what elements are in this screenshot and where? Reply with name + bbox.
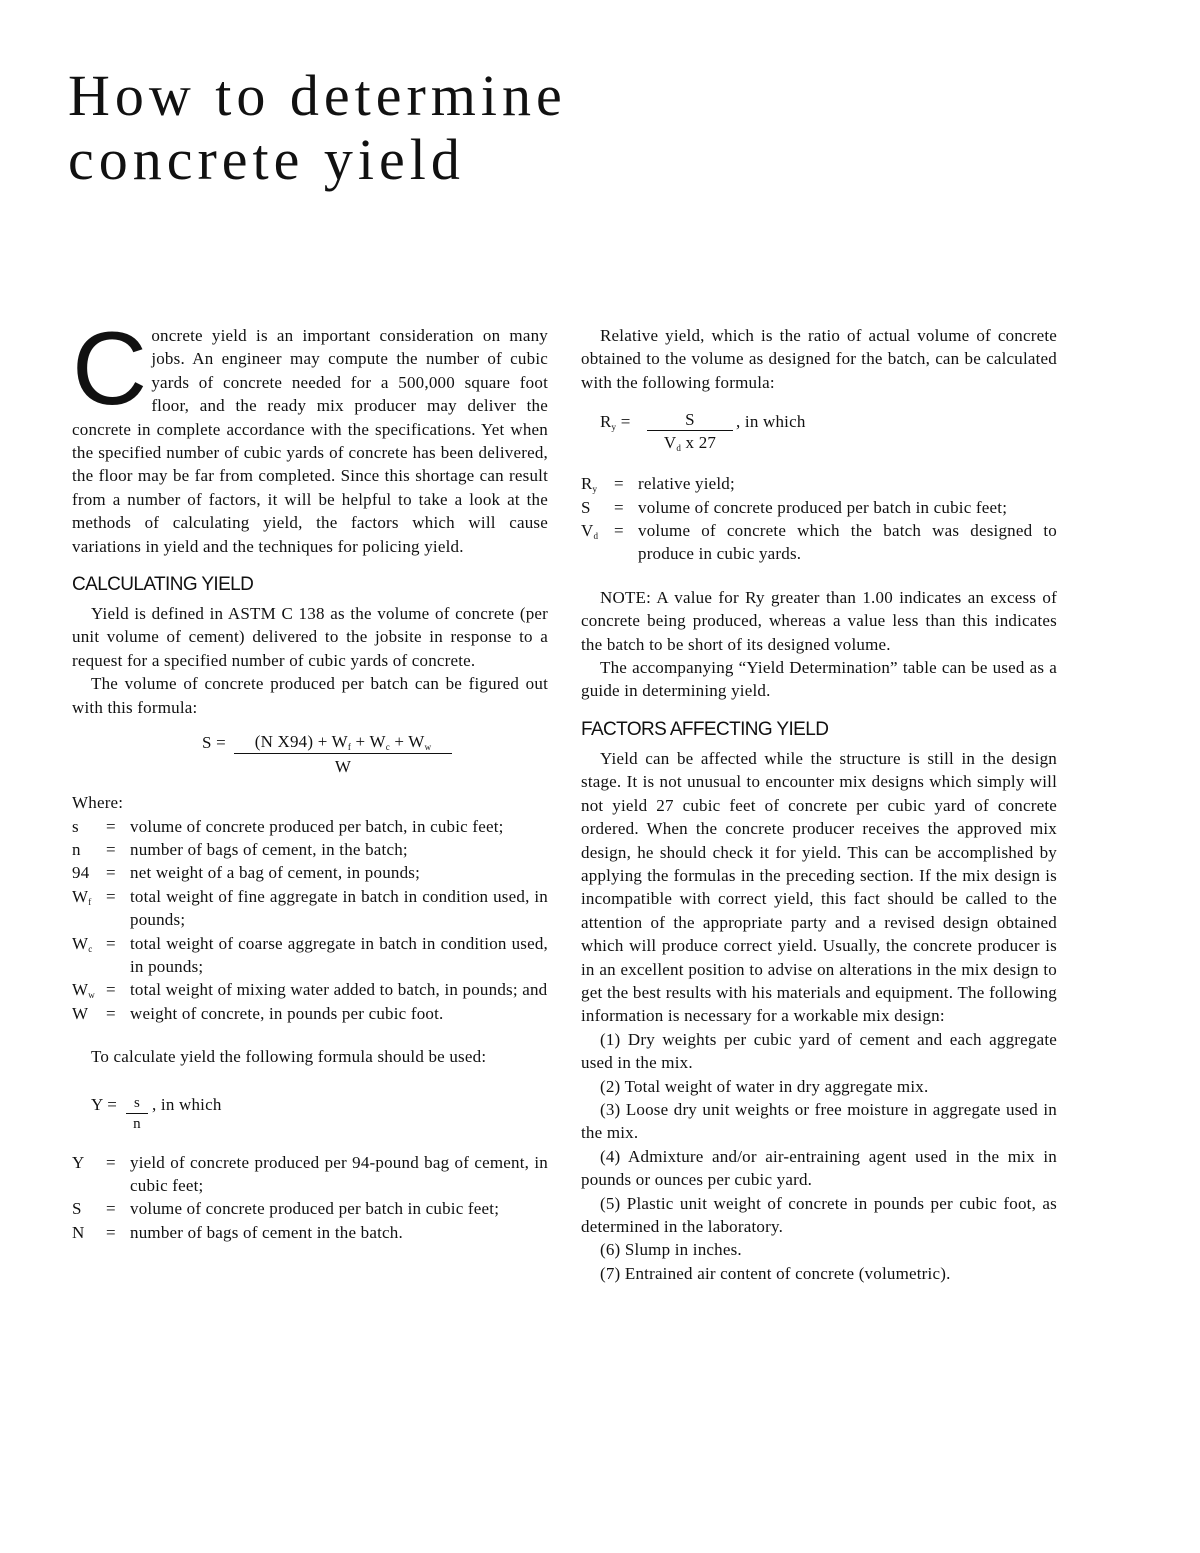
definition-row bbox=[581, 472, 1057, 495]
calc-paragraph-2: The volume of concrete produced per batch can be figured out with this formula: bbox=[72, 674, 548, 717]
relative-formula-lhs-eq: = bbox=[616, 412, 631, 432]
def-equals: = bbox=[106, 863, 116, 883]
def-text: weight of concrete, in pounds per cubic foot. bbox=[130, 1003, 444, 1023]
relative-note: NOTE: A value for Ry greater than 1.00 indicates an excess of concrete being produced, whereas a value less than this indicates the batch to be short of its designed volume. bbox=[581, 587, 1057, 654]
def-text: volume of concrete produced per batch in cubic feet; bbox=[130, 1199, 500, 1219]
def-equals: = bbox=[106, 980, 116, 1000]
factors-item-3: (3) Loose dry unit weights or free moisture in aggregate used in the mix. bbox=[581, 1099, 1057, 1143]
def-equals: = bbox=[106, 886, 116, 906]
def-symbol-sub: f bbox=[88, 896, 92, 907]
left-column bbox=[72, 311, 548, 1244]
def-symbol-text: R bbox=[581, 474, 593, 494]
relative-formula-lhs-text: R bbox=[600, 412, 612, 432]
def-symbol-sub: d bbox=[593, 531, 599, 542]
def-text: number of bags of cement, in the batch; bbox=[130, 839, 408, 859]
def-text: total weight of coarse aggregate in batch in condition used, in pounds; bbox=[130, 933, 548, 976]
spacer bbox=[581, 566, 1057, 586]
def-equals: = bbox=[614, 474, 624, 494]
relative-yield-formula bbox=[581, 406, 1057, 472]
def-symbol-text: W bbox=[72, 1003, 89, 1023]
volume-formula-sub-c: c bbox=[385, 742, 390, 753]
def-symbol bbox=[72, 1002, 106, 1025]
def-symbol bbox=[72, 885, 106, 932]
def-symbol bbox=[72, 1221, 106, 1244]
volume-formula-lhs: S = bbox=[202, 733, 226, 753]
relative-formula-lhs-sub: y bbox=[611, 422, 617, 433]
def-symbol bbox=[72, 978, 106, 1001]
def-symbol bbox=[581, 519, 614, 566]
definition-row bbox=[72, 978, 548, 1001]
def-symbol-text: Y bbox=[72, 1152, 85, 1172]
calc-paragraph-3: To calculate yield the following formula should be used: bbox=[91, 1047, 487, 1067]
def-symbol-sub: c bbox=[88, 943, 93, 954]
def-equals: = bbox=[106, 839, 116, 859]
relative-formula-den-a: V bbox=[663, 433, 677, 453]
title-line-1: How to determine bbox=[68, 63, 567, 128]
def-text: volume of concrete which the batch was designed to produce in cubic yards. bbox=[638, 521, 1057, 564]
def-symbol-sub: w bbox=[88, 990, 95, 1001]
definition-row bbox=[72, 885, 548, 932]
intro-text: oncrete yield is an important consideration on many jobs. An engineer may compute the number of cubic yards of concrete needed for a 500,000 square foot floor, and the ready mix producer may deliver the concrete in complete accordance with the specifications. Yet when the specified number of cubic yards of concrete has been delivered, the floor may be far from completed. Since this shortage can result from a number of factors, it will be helpful to take a look at the methods of calculating yield, the factors which will cause variations in yield and the techniques for policing yield. bbox=[72, 326, 548, 556]
definition-row bbox=[581, 496, 1057, 519]
def-equals: = bbox=[106, 1152, 116, 1172]
relative-definitions bbox=[581, 472, 1057, 566]
def-equals: = bbox=[614, 497, 624, 517]
definition-row bbox=[72, 1221, 548, 1244]
definition-row bbox=[581, 519, 1057, 566]
def-symbol bbox=[72, 838, 106, 861]
relative-formula-lhs bbox=[600, 410, 631, 433]
factors-item-4: (4) Admixture and/or air-entraining agent used in the mix in pounds or ounces per cubic yard. bbox=[581, 1146, 1057, 1190]
def-symbol-text: S bbox=[581, 497, 591, 517]
def-symbol bbox=[72, 861, 106, 884]
def-text: relative yield; bbox=[638, 474, 735, 494]
relative-formula-den-sub: d bbox=[676, 443, 682, 454]
volume-formula-sub-w: w bbox=[424, 742, 432, 753]
def-symbol-text: 94 bbox=[72, 863, 90, 883]
intro-paragraph bbox=[72, 311, 548, 558]
yield-formula bbox=[72, 1089, 548, 1151]
def-symbol-text: S bbox=[72, 1199, 82, 1219]
relative-formula-denominator bbox=[647, 433, 733, 453]
relative-paragraph-1: Relative yield, which is the ratio of actual volume of concrete obtained to the volume as designed for the batch, can be calculated with the following formula: bbox=[581, 326, 1057, 392]
yield-formula-tail: , in which bbox=[152, 1094, 222, 1114]
def-symbol-text: W bbox=[72, 933, 89, 953]
def-symbol bbox=[72, 932, 106, 979]
def-equals: = bbox=[106, 933, 116, 953]
volume-formula-denominator: W bbox=[334, 757, 352, 777]
relative-formula-numerator: S bbox=[647, 410, 733, 431]
def-text: total weight of fine aggregate in batch in condition used, in pounds; bbox=[130, 886, 548, 930]
yield-definitions bbox=[72, 1151, 548, 1245]
def-symbol-text: N bbox=[72, 1222, 85, 1242]
def-equals: = bbox=[106, 1003, 116, 1023]
page-title bbox=[68, 64, 567, 192]
def-equals: = bbox=[106, 816, 116, 836]
volume-formula-numerator bbox=[234, 731, 452, 754]
factors-paragraph-1: Yield can be affected while the structure is still in the design stage. It is not unusual to encounter mix designs which simply will not yield 27 cubic feet of concrete per cubic yard of concrete ordered. When the concrete producer receives the approved mix design, he should check it for yield. This can be accomplished by applying the formulas in the preceding section. If the mix design is incompatible with correct yield, this fact should be called to the attention of the appropriate party and a revised design obtained which will produce correct yield. Usually, the concrete producer is in an excellent position to advise on alterations in the mix design to get the best results with his materials and equipment. The following information is necessary for a workable mix design: bbox=[581, 748, 1057, 1026]
def-symbol-text: W bbox=[72, 980, 89, 1000]
relative-formula-den-b: x 27 bbox=[681, 433, 717, 453]
spacer bbox=[72, 1025, 548, 1045]
def-symbol-text: V bbox=[581, 521, 594, 541]
def-symbol-text: W bbox=[72, 886, 89, 906]
definition-row bbox=[72, 838, 548, 861]
volume-formula bbox=[72, 731, 548, 791]
def-symbol bbox=[72, 1151, 106, 1198]
factors-item-7: (7) Entrained air content of concrete (volumetric). bbox=[600, 1263, 951, 1283]
factors-item-2: (2) Total weight of water in dry aggregate mix. bbox=[600, 1076, 929, 1096]
def-symbol bbox=[581, 496, 614, 519]
volume-definitions bbox=[72, 815, 548, 1026]
factors-item-6: (6) Slump in inches. bbox=[600, 1240, 742, 1260]
definition-row bbox=[72, 815, 548, 838]
where-label: Where: bbox=[72, 793, 124, 813]
title-line-2: concrete yield bbox=[68, 127, 465, 192]
drop-cap: C bbox=[72, 311, 148, 427]
def-symbol bbox=[581, 472, 614, 495]
def-symbol-text: s bbox=[72, 816, 79, 836]
relative-paragraph-2: The accompanying “Yield Determination” table can be used as a guide in determining yield. bbox=[581, 658, 1057, 701]
yield-formula-numerator: s bbox=[126, 1093, 148, 1114]
volume-formula-num-b: + W bbox=[351, 732, 386, 752]
def-symbol bbox=[72, 1197, 106, 1220]
def-symbol bbox=[72, 815, 106, 838]
definition-row bbox=[72, 861, 548, 884]
definition-row bbox=[72, 1151, 548, 1198]
volume-formula-num-a: (N X94) + W bbox=[254, 732, 348, 752]
heading-factors-affecting-yield: FACTORS AFFECTING YIELD bbox=[581, 718, 829, 740]
def-text: total weight of mixing water added to batch, in pounds; and bbox=[130, 980, 548, 1000]
volume-formula-num-c: + W bbox=[389, 732, 425, 752]
def-text: number of bags of cement in the batch. bbox=[130, 1222, 403, 1242]
yield-formula-lhs: Y = bbox=[91, 1094, 118, 1114]
definition-row bbox=[72, 1002, 548, 1025]
yield-formula-denominator: n bbox=[133, 1115, 141, 1132]
volume-formula-sub-f: f bbox=[347, 742, 352, 753]
definition-row bbox=[72, 1197, 548, 1220]
def-equals: = bbox=[106, 1199, 116, 1219]
factors-item-1: (1) Dry weights per cubic yard of cement and each aggregate used in the mix. bbox=[581, 1029, 1057, 1073]
def-equals: = bbox=[106, 1222, 116, 1242]
calc-paragraph-1: Yield is defined in ASTM C 138 as the volume of concrete (per unit volume of cement) delivered to the jobsite in response to a request for a specified number of cubic yards of concrete. bbox=[72, 604, 548, 670]
def-symbol-text: n bbox=[72, 839, 81, 859]
def-symbol-sub: y bbox=[592, 484, 598, 495]
right-column bbox=[581, 324, 1057, 1285]
def-equals: = bbox=[614, 521, 624, 541]
relative-formula-tail: , in which bbox=[736, 412, 806, 432]
def-text: yield of concrete produced per 94-pound bag of cement, in cubic feet; bbox=[130, 1152, 548, 1195]
def-text: volume of concrete produced per batch in cubic feet; bbox=[638, 497, 1008, 517]
heading-calculating-yield: CALCULATING YIELD bbox=[72, 574, 254, 596]
def-text: net weight of a bag of cement, in pounds; bbox=[130, 863, 421, 883]
factors-item-5: (5) Plastic unit weight of concrete in pounds per cubic foot, as determined in the laboratory. bbox=[581, 1193, 1057, 1236]
definition-row bbox=[72, 932, 548, 979]
def-text: volume of concrete produced per batch, in cubic feet; bbox=[130, 816, 504, 836]
